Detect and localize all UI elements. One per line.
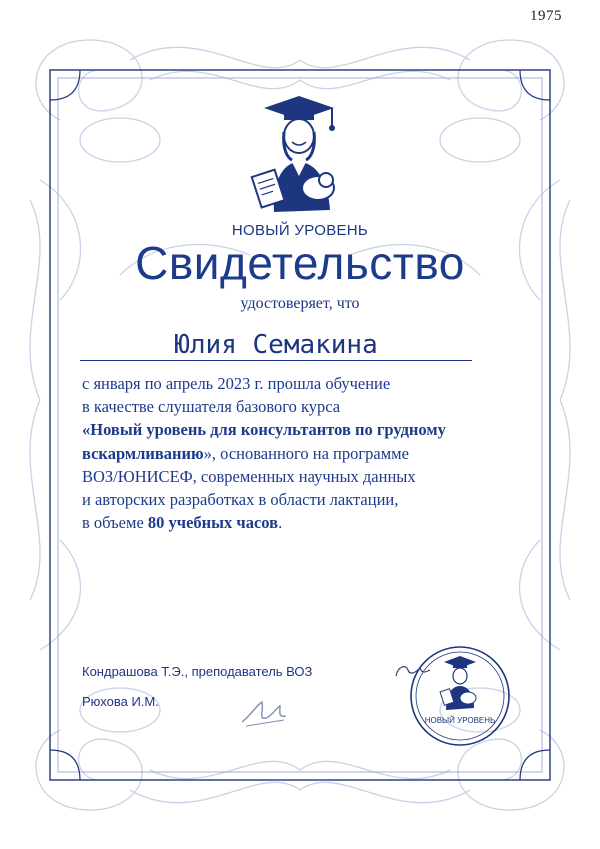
body-line-6: и авторских разработках в области лактации, (82, 490, 399, 510)
recipient-name: Юлия Семакина (80, 330, 472, 361)
document-title: Свидетельство (135, 237, 465, 289)
body-line-5: ВОЗ/ЮНИСЕФ, современных научных данных (82, 466, 416, 486)
signer-1: Кондрашова Т.Э., преподаватель ВОЗ (82, 664, 313, 679)
stamp-icon (408, 644, 512, 748)
volume-suffix: . (278, 513, 283, 533)
stamp-label: НОВЫЙ УРОВЕНЬ (424, 716, 496, 725)
body-line-3 (82, 418, 522, 441)
signature-icon (236, 692, 296, 732)
course-title-part-2: вскармливанию (82, 443, 204, 463)
study-hours: 80 учебных часов (147, 513, 279, 533)
course-title-part-1: «Новый уровень для консультантов по грудному (82, 420, 446, 440)
body-line-4-rest: », основанного на программе (203, 443, 409, 463)
certificate-body (82, 372, 522, 534)
body-line-4 (82, 442, 522, 465)
graduate-emblem-icon (244, 92, 354, 222)
certificate-number: 1975 (530, 8, 562, 24)
certifies-label: удостоверяет, что (240, 295, 360, 312)
signer-2: Рюхова И.М. (82, 694, 159, 709)
body-line-2: в качестве слушателя базового курса (82, 397, 341, 417)
volume-prefix: в объеме (82, 513, 148, 533)
organization-name: НОВЫЙ УРОВЕНЬ (231, 222, 369, 239)
body-line-1: с января по апрель 2023 г. прошла обучение (82, 374, 391, 393)
body-line-7 (82, 511, 522, 534)
